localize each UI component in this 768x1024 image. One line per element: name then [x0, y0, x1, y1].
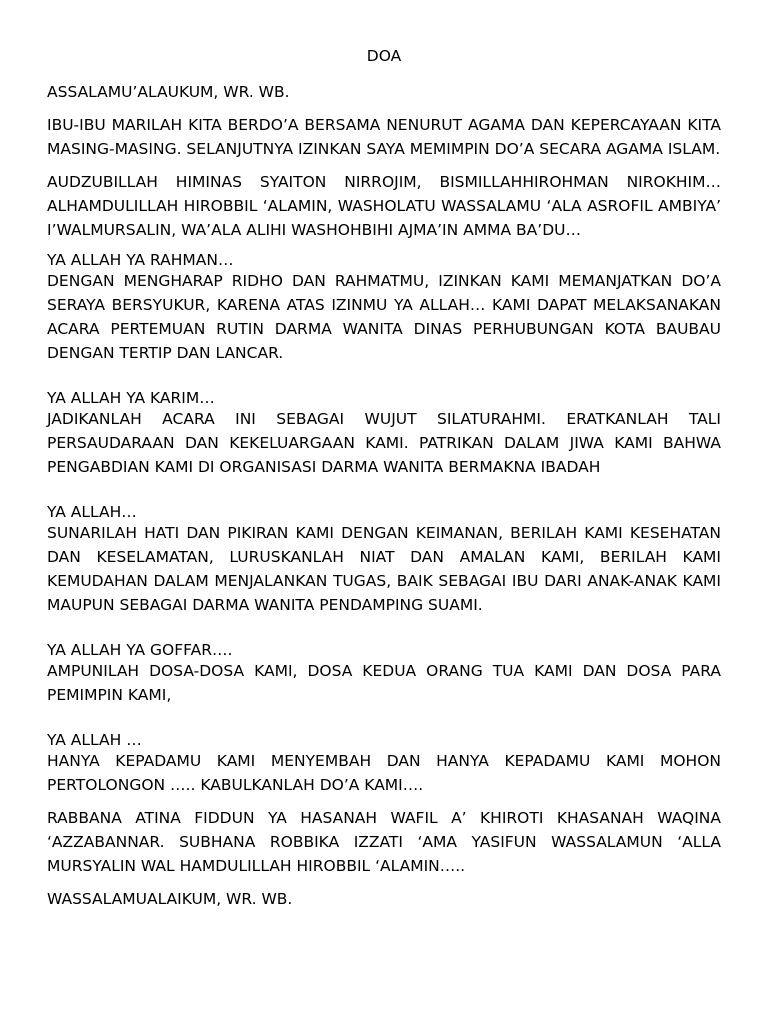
section-heading: YA ALLAH YA GOFFAR….	[47, 641, 233, 659]
farewell: WASSALAMUALAIKUM, WR. WB.	[47, 890, 293, 908]
prayer-section	[47, 251, 721, 365]
prayer-section	[47, 503, 721, 617]
section-body: SUNARILAH HATI DAN PIKIRAN KAMI DENGAN KEIMANAN, BERILAH KAMI KESEHATAN DAN KESELAMATAN, LURUSKANLAH NIAT DAN AMALAN KAMI, BERILAH KAMI KEMUDAHAN DALAM MENJALANKAN TUGAS, BAIK SEBAGAI IBU DARI ANAK-ANAK KAMI MAUPUN SEBAGAI DARMA WANITA PENDAMPING SUAMI.	[47, 524, 721, 614]
section-body: HANYA KEPADAMU KAMI MENYEMBAH DAN HANYA KEPADAMU KAMI MOHON PERTOLONGON ….. KABULKANLAH DO’A KAMI….	[47, 752, 721, 794]
opening-paragraph: AUDZUBILLAH HIMINAS SYAITON NIRROJIM, BISMILLAHHIROHMAN NIROKHIM… ALHAMDULILLAH HIROBBIL ‘ALAMIN, WASHOLATU WASSALAMU ‘ALA ASROFIL AMBIYA’ I’WALMURSALIN, WA’ALA ALIHI WASHOHBIHI AJMA’IN AMMA BA’DU…	[47, 173, 721, 239]
section-heading: YA ALLAH YA KARIM…	[47, 389, 215, 407]
section-body: JADIKANLAH ACARA INI SEBAGAI WUJUT SILATURAHMI. ERATKANLAH TALI PERSAUDARAAN DAN KEKELUARGAAN KAMI. PATRIKAN DALAM JIWA KAMI BAHWA PENGABDIAN KAMI DI ORGANISASI DARMA WANITA BERMAKNA IBADAH	[47, 410, 721, 476]
prayer-section	[47, 731, 721, 797]
section-heading: YA ALLAH…	[47, 503, 137, 521]
document-title: DOA	[366, 47, 402, 65]
section-body: DENGAN MENGHARAP RIDHO DAN RAHMATMU, IZINKAN KAMI MEMANJATKAN DO’A SERAYA BERSYUKUR, KARENA ATAS IZINMU YA ALLAH… KAMI DAPAT MELAKSANAKAN ACARA PERTEMUAN RUTIN DARMA WANITA DINAS PERHUBUNGAN KOTA BAUBAU DENGAN TERTIP DAN LANCAR.	[47, 272, 721, 362]
closing-prayer: RABBANA ATINA FIDDUN YA HASANAH WAFIL A’ KHIROTI KHASANAH WAQINA ‘AZZABANNAR. SUBHANA ROBBIKA IZZATI ‘AMA YASIFUN WASSALAMUN ‘ALLA MURSYALIN WAL HAMDULILLAH HIROBBIL ‘ALAMIN…..	[47, 809, 721, 875]
greeting: ASSALAMU’ALAUKUM, WR. WB.	[47, 83, 290, 101]
document-body	[47, 80, 721, 911]
section-heading: YA ALLAH …	[47, 731, 142, 749]
intro-paragraph: IBU-IBU MARILAH KITA BERDO’A BERSAMA NENURUT AGAMA DAN KEPERCAYAAN KITA MASING-MASING. SELANJUTNYA IZINKAN SAYA MEMIMPIN DO’A SECARA AGAMA ISLAM.	[47, 116, 721, 158]
prayer-section	[47, 641, 721, 707]
prayer-section	[47, 389, 721, 479]
section-heading: YA ALLAH YA RAHMAN…	[47, 251, 234, 269]
section-body: AMPUNILAH DOSA-DOSA KAMI, DOSA KEDUA ORANG TUA KAMI DAN DOSA PARA PEMIMPIN KAMI,	[47, 662, 721, 704]
